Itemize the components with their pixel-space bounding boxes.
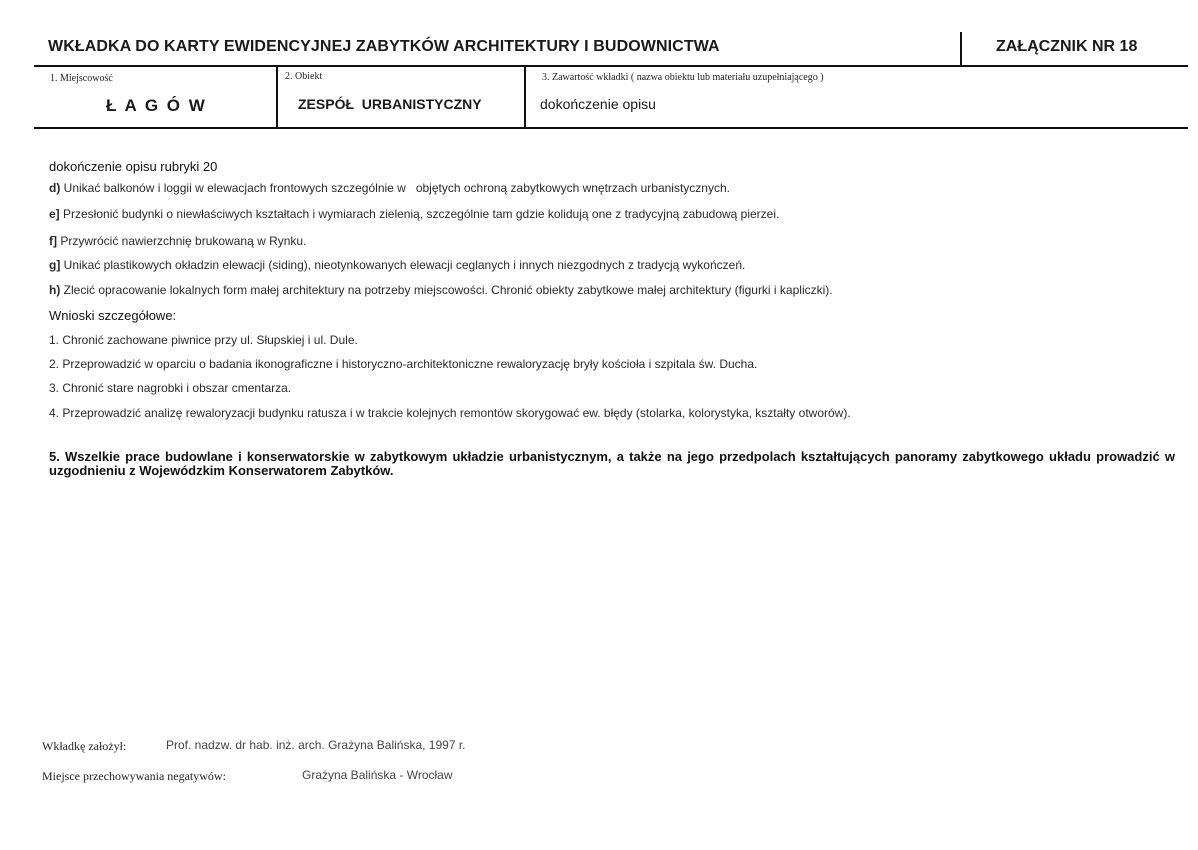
table-divider-2 xyxy=(524,66,526,128)
conclusions-heading: Wnioski szczegółowe: xyxy=(49,308,177,323)
item-text: Zlecić opracowanie lokalnych form małej architektury na potrzeby miejscowości. Chronić obiekty zabytkowe małej architektury (figurki i kapliczki). xyxy=(60,283,833,297)
item-text: Chronić zachowane piwnice przy ul. Słupskiej i ul. Dule. xyxy=(59,333,358,347)
author-value: Prof. nadzw. dr hab. inż. arch. Grażyna Balińska, 1997 r. xyxy=(166,738,466,752)
list-item xyxy=(49,283,833,297)
item-prefix: d) xyxy=(49,181,61,195)
list-item xyxy=(49,333,358,347)
negatives-label: Miejsce przechowywania negatywów: xyxy=(42,769,226,783)
negatives-value: Grażyna Balińska - Wrocław xyxy=(302,768,453,782)
list-item xyxy=(49,357,757,371)
final-conclusion: 5. Wszelkie prace budowlane i konserwatorskie w zabytkowym układzie urbanistycznym, a także na jego przedpolach kształtujących panoramy zabytkowego układu prowadzić w uzgodnieniu z Wojewódzkim Konserwatorem Zabytków. xyxy=(49,449,1175,478)
item-text: Przywrócić nawierzchnię brukowaną w Rynku. xyxy=(57,234,307,248)
item-prefix: h) xyxy=(49,283,61,297)
list-item xyxy=(49,234,306,248)
list-item xyxy=(49,406,851,420)
place-value: Ł A G Ó W xyxy=(106,96,207,115)
list-item xyxy=(49,258,745,272)
table-bottom-border xyxy=(34,127,1188,129)
item-text: Chronić stare nagrobki i obszar cmentarza. xyxy=(59,381,292,395)
item-prefix: 2. xyxy=(49,357,60,371)
item-prefix: f] xyxy=(49,234,57,248)
place-label: 1. Miejscowość xyxy=(50,73,113,84)
author-label: Wkładkę założył: xyxy=(42,739,127,753)
item-prefix: 4. xyxy=(49,406,60,420)
annex-number: ZAŁĄCZNIK NR 18 xyxy=(996,38,1138,55)
list-item xyxy=(49,381,291,395)
list-item xyxy=(49,207,779,221)
item-prefix: 1. xyxy=(49,333,60,347)
form-title: WKŁADKA DO KARTY EWIDENCYJNEJ ZABYTKÓW ARCHITEKTURY I BUDOWNICTWA xyxy=(48,38,720,55)
item-prefix: e] xyxy=(49,207,60,221)
item-prefix: g] xyxy=(49,258,61,272)
object-value: ZESPÓŁ URBANISTYCZNY xyxy=(298,96,482,112)
item-text: Przesłonić budynki o niewłaściwych kształtach i wymiarach zielenią, szczególnie tam gdzie kolidują one z tradycyjną zabudową pierzei. xyxy=(59,207,780,221)
item-text: Unikać balkonów i loggii w elewacjach frontowych szczególnie w objętych ochroną zabytkowych wnętrzach urbanistycznych. xyxy=(60,181,730,195)
object-label: 2. Obiekt xyxy=(285,71,323,82)
content-label: 3. Zawartość wkładki ( nazwa obiektu lub materiału uzupełniającego ) xyxy=(542,72,824,83)
item-text: Przeprowadzić analizę rewaloryzacji budynku ratusza i w trakcie kolejnych remontów skorygować ew. błędy (stolarka, kolorystyka, kształty otworów). xyxy=(59,406,851,420)
header-divider xyxy=(960,32,962,66)
list-item xyxy=(49,181,730,195)
content-value: dokończenie opisu xyxy=(540,96,656,112)
item-text: Przeprowadzić w oparciu o badania ikonograficzne i historyczno-architektoniczne rewaloryzację bryły kościoła i szpitala św. Ducha. xyxy=(59,357,758,371)
item-text: Unikać plastikowych okładzin elewacji (siding), nieotynkowanych elewacji ceglanych i innych niezgodnych z tradycją wykończeń. xyxy=(60,258,746,272)
description-heading: dokończenie opisu rubryki 20 xyxy=(49,159,218,174)
table-divider-1 xyxy=(276,66,278,128)
item-prefix: 3. xyxy=(49,381,60,395)
table-top-border xyxy=(34,65,1188,67)
